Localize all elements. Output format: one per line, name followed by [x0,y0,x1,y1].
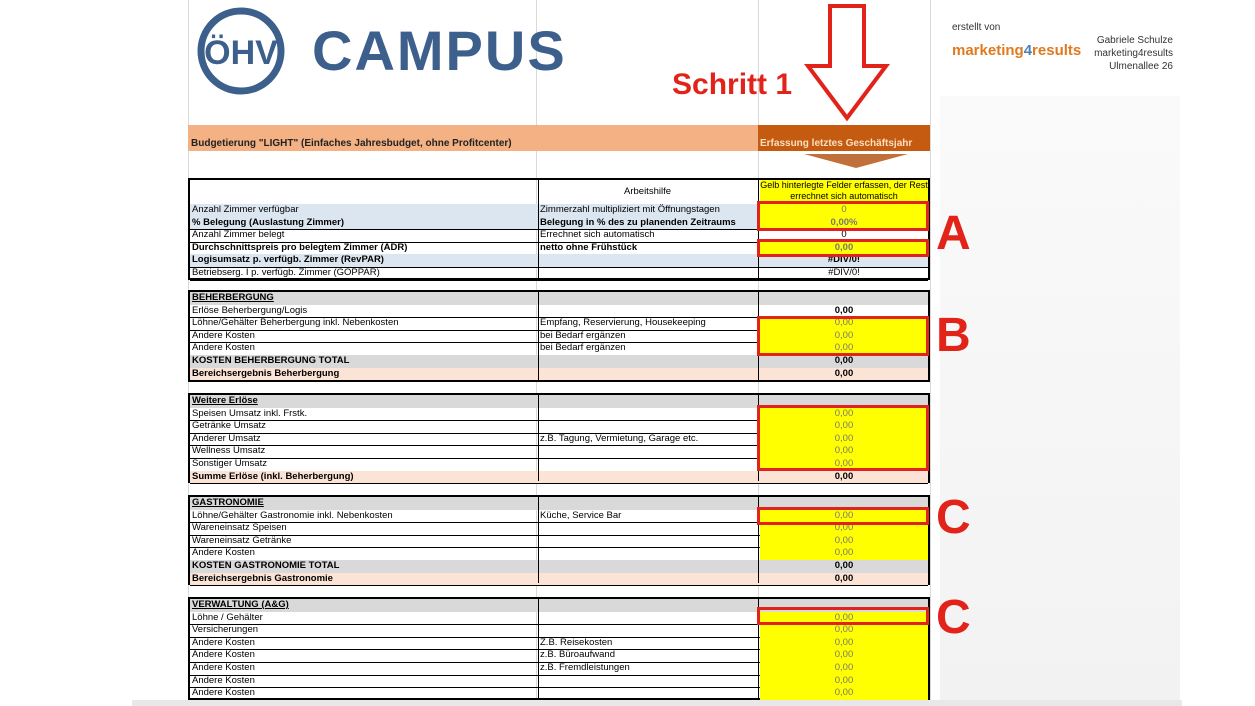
row-label: Bereichsergebnis Gastronomie [192,572,333,584]
column-pointer-icon [804,154,908,168]
input-cell[interactable]: 0,00 [760,420,928,433]
row-divider [190,380,928,381]
row-label: Logisumsatz p. verfügb. Zimmer (RevPAR) [192,254,384,266]
row-divider [190,585,928,586]
column-header-bar: Erfassung letztes Geschäftsjahr [758,125,930,151]
annotation-box-a2 [757,239,929,257]
row-label: Wareneinsatz Getränke [192,534,292,546]
annotation-letter-c: C [936,491,971,544]
input-cell[interactable]: 0,00 [760,687,928,700]
table-row [190,573,928,586]
input-cell[interactable]: 0,00 [760,330,928,343]
column-divider [538,292,539,380]
column-divider [538,395,539,481]
column-divider [538,180,539,278]
row-label: Summe Erlöse (inkl. Beherbergung) [192,470,354,482]
input-cell[interactable]: 0 [760,204,928,217]
row-label: Bereichsergebnis Beherbergung [192,367,340,379]
input-cell[interactable]: 0,00 [760,522,928,535]
title-bar: Budgetierung "LIGHT" (Einfaches Jahresbudget, ohne Profitcenter) [188,125,758,151]
row-label: Betriebserg. I p. verfügb. Zimmer (GOPPAR) [192,267,380,278]
row-label: KOSTEN BEHERBERGUNG TOTAL [192,355,350,366]
input-cell[interactable]: 0,00 [760,612,928,625]
value-cell: 0,00 [834,560,854,571]
annotation-box-a1 [757,201,929,231]
grid-line [930,0,931,706]
value-cell: 0 [841,229,847,241]
value-cell: 0,00 [834,355,854,366]
row-label: Andere Kosten [192,342,255,354]
row-label: Versicherungen [192,624,259,636]
annotation-box-c1 [757,507,929,525]
row-divider [190,483,928,484]
table-row [190,355,928,368]
row-label: Getränke Umsatz [192,420,266,432]
sheet-tabs-bar [132,700,1182,706]
annotation-box-c2 [757,607,929,625]
section-title: GASTRONOMIE [192,497,264,508]
input-cell[interactable]: 0,00 [760,675,928,688]
row-help: bei Bedarf ergänzen [540,329,626,341]
row-label: Erlöse Beherbergung/Logis [192,304,308,316]
row-help: z.B. Fremdleistungen [540,662,630,673]
column-divider [538,599,539,698]
brand-logo: marketing4results [952,42,1082,59]
step-label: Schritt 1 [672,68,793,101]
section-header [190,292,928,305]
row-label: KOSTEN GASTRONOMIE TOTAL [192,560,340,571]
input-cell[interactable]: 0,00 [760,317,928,330]
row-label: Durchschnittspreis pro belegtem Zimmer (ADR) [192,241,408,253]
input-cell[interactable]: 0,00 [760,547,928,560]
row-help: Küche, Service Bar [540,509,622,521]
section-title: Weitere Erlöse [192,395,258,406]
annotation-letter-b: B [936,309,971,362]
table-row [190,547,928,560]
oehv-logo-icon [196,6,286,96]
input-cell[interactable]: 0,00 [760,624,928,637]
annotation-letter-c: C [936,591,971,644]
logo-text: CAMPUS [312,19,567,82]
row-help: z.B. Tagung, Vermietung, Garage etc. [540,432,699,444]
input-cell[interactable]: 0,00 [760,637,928,650]
annotation-box-b [757,316,929,356]
input-header: Gelb hinterlegte Felder erfassen, der Rest errechnet sich automatisch [760,180,928,204]
section-title: VERWALTUNG (A&G) [192,599,289,610]
row-help: Belegung in % des zu planenden Zeitraums [540,216,736,228]
table-row [190,687,928,700]
row-label: Andere Kosten [192,674,255,686]
row-label: Andere Kosten [192,547,255,559]
credit-label: erstellt von [952,22,1001,33]
row-label: Andere Kosten [192,662,255,673]
input-cell[interactable]: 0,00 [760,433,928,446]
table-row [190,675,928,688]
input-cell[interactable]: 0,00 [760,242,928,255]
row-label: Anderer Umsatz [192,432,261,444]
table-row [190,471,928,484]
input-cell[interactable]: 0,00 [760,445,928,458]
row-label: Wareneinsatz Speisen [192,522,287,534]
down-arrow-icon [804,4,890,122]
row-help: bei Bedarf ergänzen [540,342,626,354]
table-row [190,637,928,650]
row-label: Andere Kosten [192,636,255,648]
row-label: Anzahl Zimmer verfügbar [192,204,299,215]
row-label: Anzahl Zimmer belegt [192,229,285,241]
contact-info: Gabriele Schulze marketing4results Ulmenallee 26 [1094,35,1173,72]
blurred-columns [940,96,1180,706]
value-cell: 0,00 [834,367,854,379]
annotation-letter-a: A [936,207,971,260]
value-cell: 0,00 [834,572,854,584]
input-cell[interactable]: 0,00 [760,510,928,523]
row-help: Z.B. Reisekosten [540,636,613,648]
table-row [190,560,928,573]
row-help: Empfang, Reservierung, Housekeeping [540,317,706,329]
input-cell[interactable]: 0,00 [760,342,928,355]
row-label: Löhne / Gehälter [192,611,263,623]
row-label: % Belegung (Auslastung Zimmer) [192,216,345,228]
row-help: z.B. Büroaufwand [540,649,615,661]
row-label: Sonstiger Umsatz [192,458,267,469]
row-label: Speisen Umsatz inkl. Frstk. [192,407,308,419]
help-header: Arbeitshilfe [624,186,671,197]
row-help: Errechnet sich automatisch [540,229,655,241]
row-label: Andere Kosten [192,687,255,699]
row-help: netto ohne Frühstück [540,241,638,253]
input-cell[interactable]: 0,00 [760,535,928,548]
table-row [190,662,928,675]
input-cell[interactable]: 0,00 [760,408,928,421]
row-label: Andere Kosten [192,649,255,661]
value-cell: 0,00 [834,304,854,316]
annotation-box-b2 [757,405,929,471]
row-help: Zimmerzahl multipliziert mit Öffnungstagen [540,204,720,215]
value-cell: #DIV/0! [827,254,861,266]
row-label: Andere Kosten [192,329,255,341]
value-cell: 0,00 [834,470,854,482]
row-divider [190,280,928,281]
section-title: BEHERBERGUNG [192,292,274,303]
table-row [190,535,928,548]
input-cell[interactable]: 0,00 [760,458,928,471]
svg-text:ÖHV: ÖHV [204,34,278,72]
table-row [190,368,928,381]
value-cell: #DIV/0! [828,267,860,278]
input-cell[interactable]: 0,00% [760,217,928,230]
row-label: Löhne/Gehälter Beherbergung inkl. Nebenkosten [192,317,399,329]
row-label: Wellness Umsatz [192,445,266,457]
input-cell[interactable]: 0,00 [760,649,928,662]
column-divider [538,497,539,583]
table-row [190,624,928,637]
input-cell[interactable]: 0,00 [760,662,928,675]
table-row [190,267,928,280]
row-label: Löhne/Gehälter Gastronomie inkl. Nebenkosten [192,509,393,521]
table-row [190,649,928,662]
